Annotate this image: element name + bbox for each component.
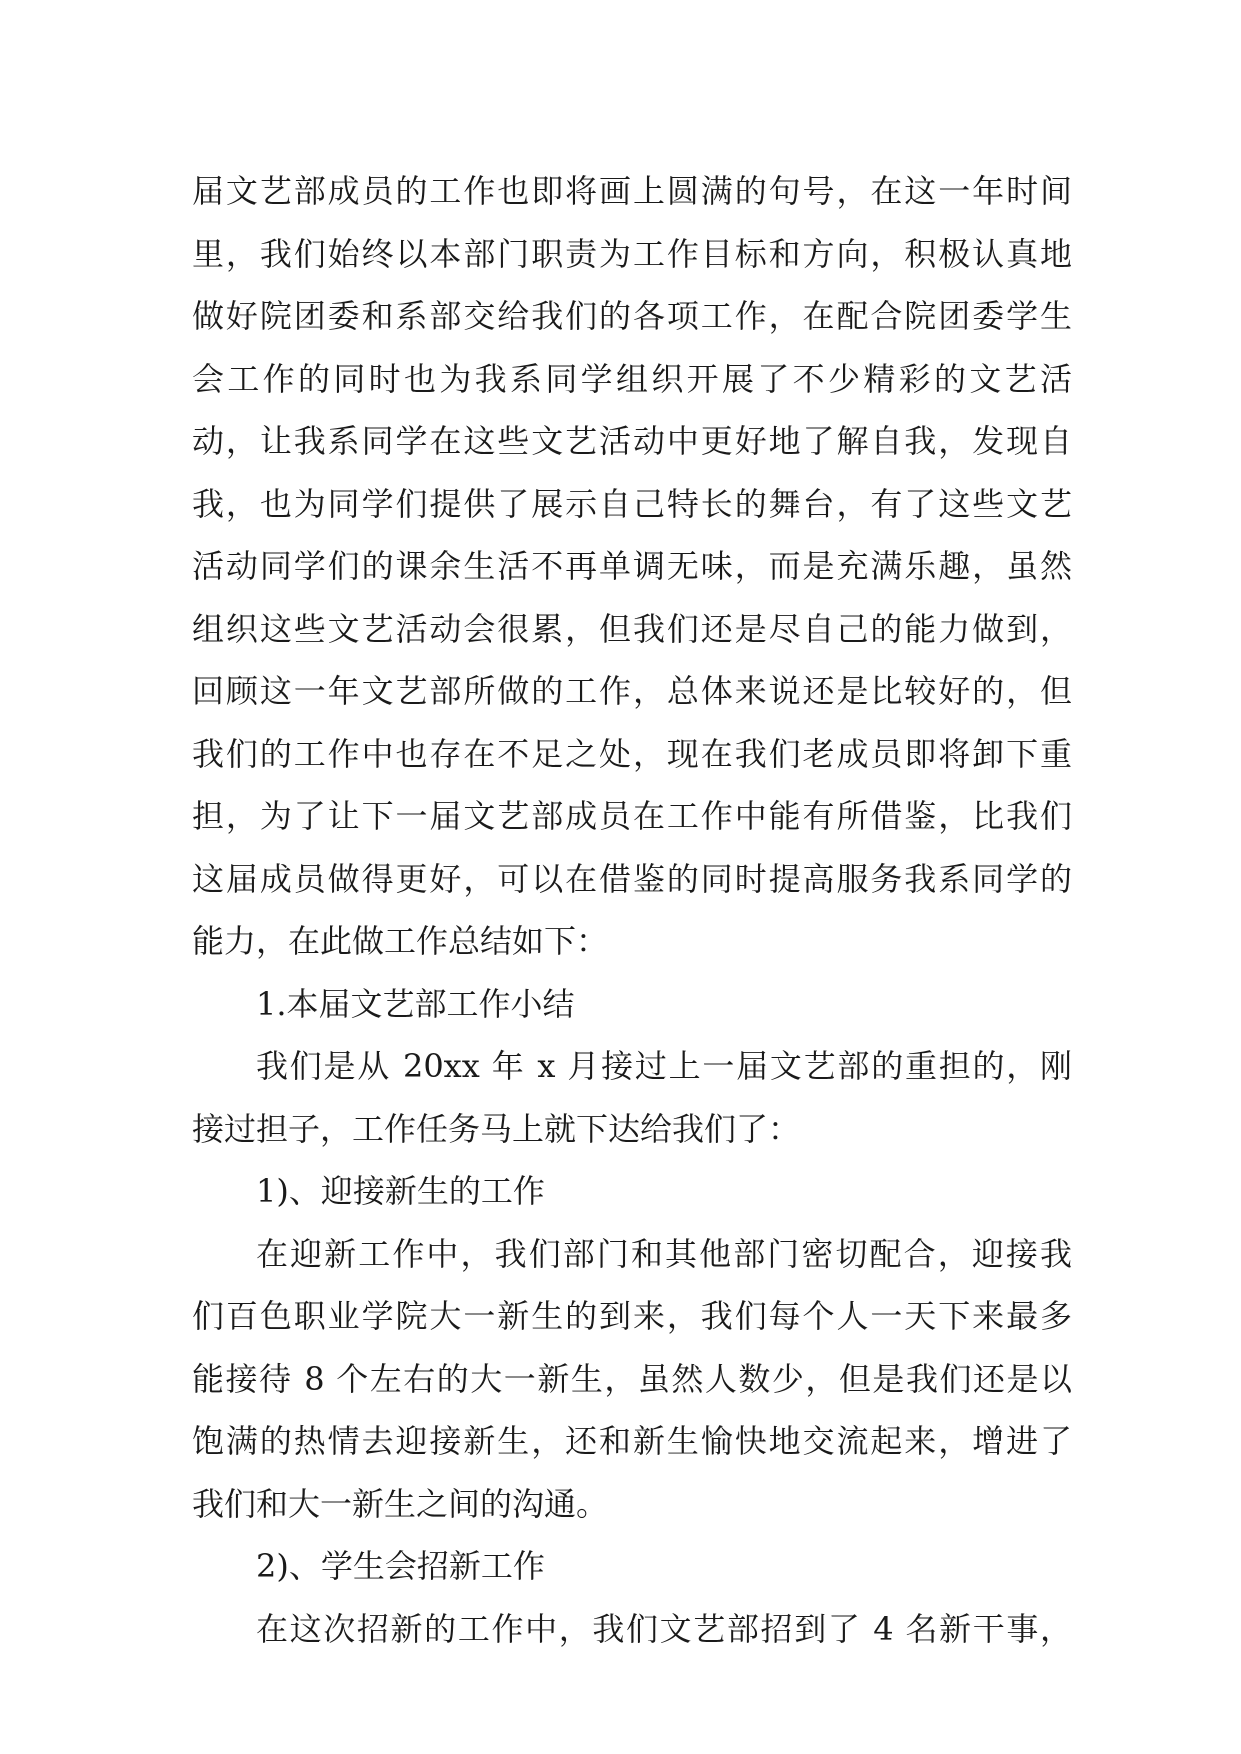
- text-line: 在这次招新的工作中，我们文艺部招到了 4 名新干事，: [256, 1609, 1072, 1648]
- text-line: 届文艺部成员的工作也即将画上圆满的句号，在这一年时间: [192, 172, 1072, 210]
- text-line: 组织这些文艺活动会很累，但我们还是尽自己的能力做到，: [192, 609, 1072, 648]
- document-body: [192, 160, 1072, 1660]
- text-line: 我们的工作中也存在不足之处，现在我们老成员即将卸下重: [192, 734, 1072, 773]
- text-line: 能接待 8 个左右的大一新生，虽然人数少，但是我们还是以: [192, 1359, 1072, 1398]
- text-line: 2)、学生会招新工作: [256, 1547, 545, 1585]
- text-line: 动，让我系同学在这些文艺活动中更好地了解自我，发现自: [192, 422, 1072, 460]
- text-line: 能力，在此做工作总结如下：: [192, 922, 609, 960]
- text-line: 我们和大一新生之间的沟通。: [192, 1484, 609, 1523]
- text-line: 我，也为同学们提供了展示自己特长的舞台，有了这些文艺: [192, 484, 1072, 523]
- text-line: 这届成员做得更好，可以在借鉴的同时提高服务我系同学的: [192, 859, 1072, 898]
- text-line: 接过担子，工作任务马上就下达给我们了：: [192, 1109, 801, 1148]
- text-line: 活动同学们的课余生活不再单调无味，而是充满乐趣，虽然: [192, 547, 1072, 585]
- text-line: 里，我们始终以本部门职责为工作目标和方向，积极认真地: [192, 234, 1072, 273]
- text-line: 在迎新工作中，我们部门和其他部门密切配合，迎接我: [256, 1234, 1072, 1273]
- text-line: 我们是从 20xx 年 x 月接过上一届文艺部的重担的，刚: [256, 1047, 1072, 1085]
- text-line: 1.本届文艺部工作小结: [256, 984, 575, 1023]
- text-line: 担，为了让下一届文艺部成员在工作中能有所借鉴，比我们: [192, 797, 1072, 835]
- text-line: 饱满的热情去迎接新生，还和新生愉快地交流起来，增进了: [192, 1422, 1072, 1460]
- text-line: 们百色职业学院大一新生的到来，我们每个人一天下来最多: [192, 1297, 1072, 1335]
- text-line: 1)、迎接新生的工作: [256, 1172, 545, 1210]
- text-line: 会工作的同时也为我系同学组织开展了不少精彩的文艺活: [192, 359, 1072, 398]
- text-line: 回顾这一年文艺部所做的工作，总体来说还是比较好的，但: [192, 672, 1072, 710]
- text-line: 做好院团委和系部交给我们的各项工作，在配合院团委学生: [192, 297, 1072, 335]
